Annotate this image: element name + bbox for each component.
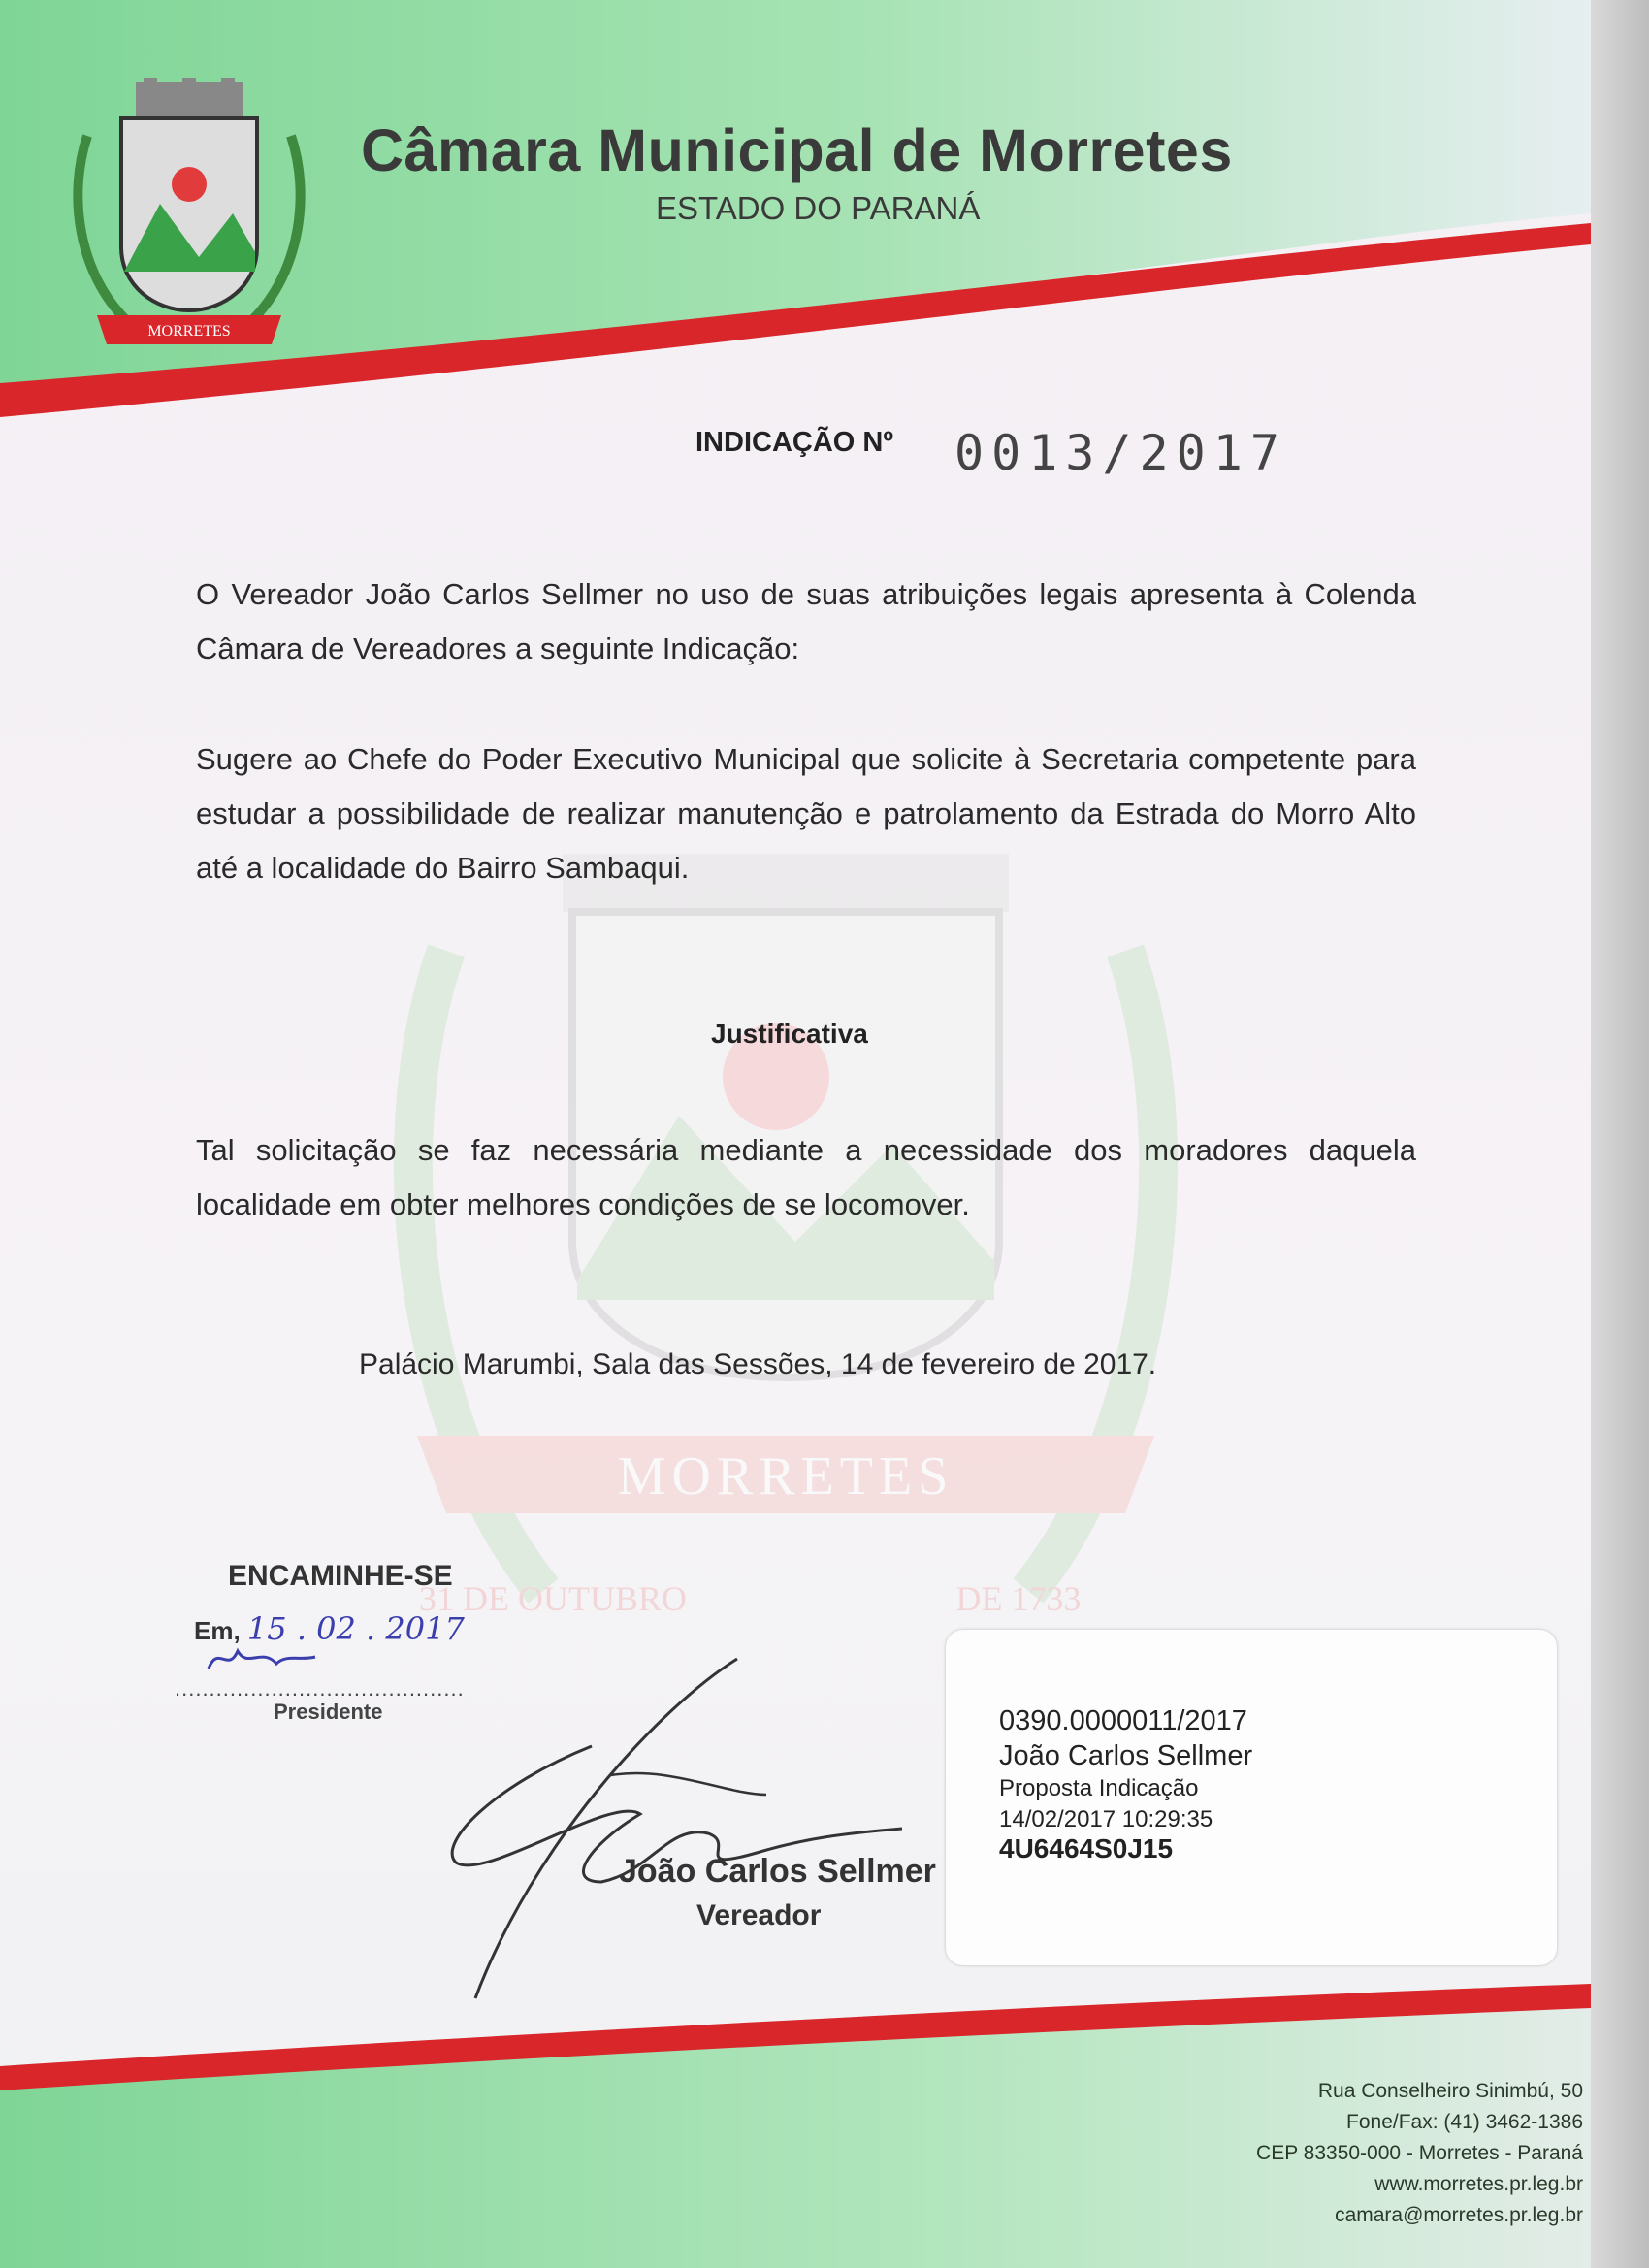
handwritten-date: 15 . 02 . 2017 [246,1610,465,1647]
indicacao-number: 0013/2017 [954,425,1287,481]
intro-paragraph: O Vereador João Carlos Sellmer no uso de suas atribuições legais apresenta à Colenda Câmara de Vereadores a seguinte Indicação: [196,577,1416,665]
watermark-banner-text: MORRETES [617,1446,954,1507]
protocol-number: 0390.0000011/2017 [999,1705,1247,1736]
justification-paragraph: Tal solicitação se faz necessária mediante a necessidade dos moradores daquela localidade em obter melhores condições de se locomover. [196,1133,1416,1221]
protocol-stamp [946,1630,1557,1965]
footer-address: Rua Conselheiro Sinimbú, 50 [1317,2080,1583,2102]
scan-edge [1591,0,1649,2268]
footer-email[interactable]: camara@morretes.pr.leg.br [1335,2204,1583,2226]
footer-contact [1256,2076,1583,2231]
suggestion-paragraph: Sugere ao Chefe do Poder Executivo Municipal que solicite à Secretaria competente para estudar a possibilidade de realizar manutenção e patrolamento da Estrada do Morro Alto até a localidade do Bairro Sambaqui. [196,742,1416,885]
page-title: Câmara Municipal de Morretes [361,117,1233,183]
footer-website[interactable]: www.morretes.pr.leg.br [1374,2173,1583,2195]
signature-line: .......................................... [175,1676,465,1701]
footer-phone: Fone/Fax: (41) 3462-1386 [1346,2111,1583,2133]
protocol-timestamp: 14/02/2017 10:29:35 [999,1806,1213,1832]
president-label: Presidente [274,1700,383,1724]
indicacao-label: INDICAÇÃO Nº [695,427,893,458]
em-label: Em, [194,1616,241,1645]
municipal-crest-logo [68,78,310,369]
footer-cep: CEP 83350-000 - Morretes - Paraná [1256,2142,1583,2164]
watermark-ribbon-right: DE 1733 [955,1579,1082,1618]
forwarding-heading: ENCAMINHE-SE [228,1560,453,1592]
protocol-type: Proposta Indicação [999,1775,1199,1801]
signer-role: Vereador [696,1899,822,1931]
page-subtitle: ESTADO DO PARANÁ [656,190,981,226]
handwritten-signature [417,1649,922,2008]
protocol-code: 4U6464S0J15 [999,1833,1174,1863]
place-date: Palácio Marumbi, Sala das Sessões, 14 de fevereiro de 2017. [359,1348,1157,1380]
crest-watermark [388,854,1183,1707]
watermark-ribbon-left: 31 DE OUTUBRO [419,1579,687,1618]
crest-banner-text: MORRETES [147,323,231,340]
president-initials [204,1639,320,1678]
protocol-author: João Carlos Sellmer [999,1740,1253,1771]
justification-heading: Justificativa [711,1019,868,1049]
signer-name: João Carlos Sellmer [619,1853,936,1890]
